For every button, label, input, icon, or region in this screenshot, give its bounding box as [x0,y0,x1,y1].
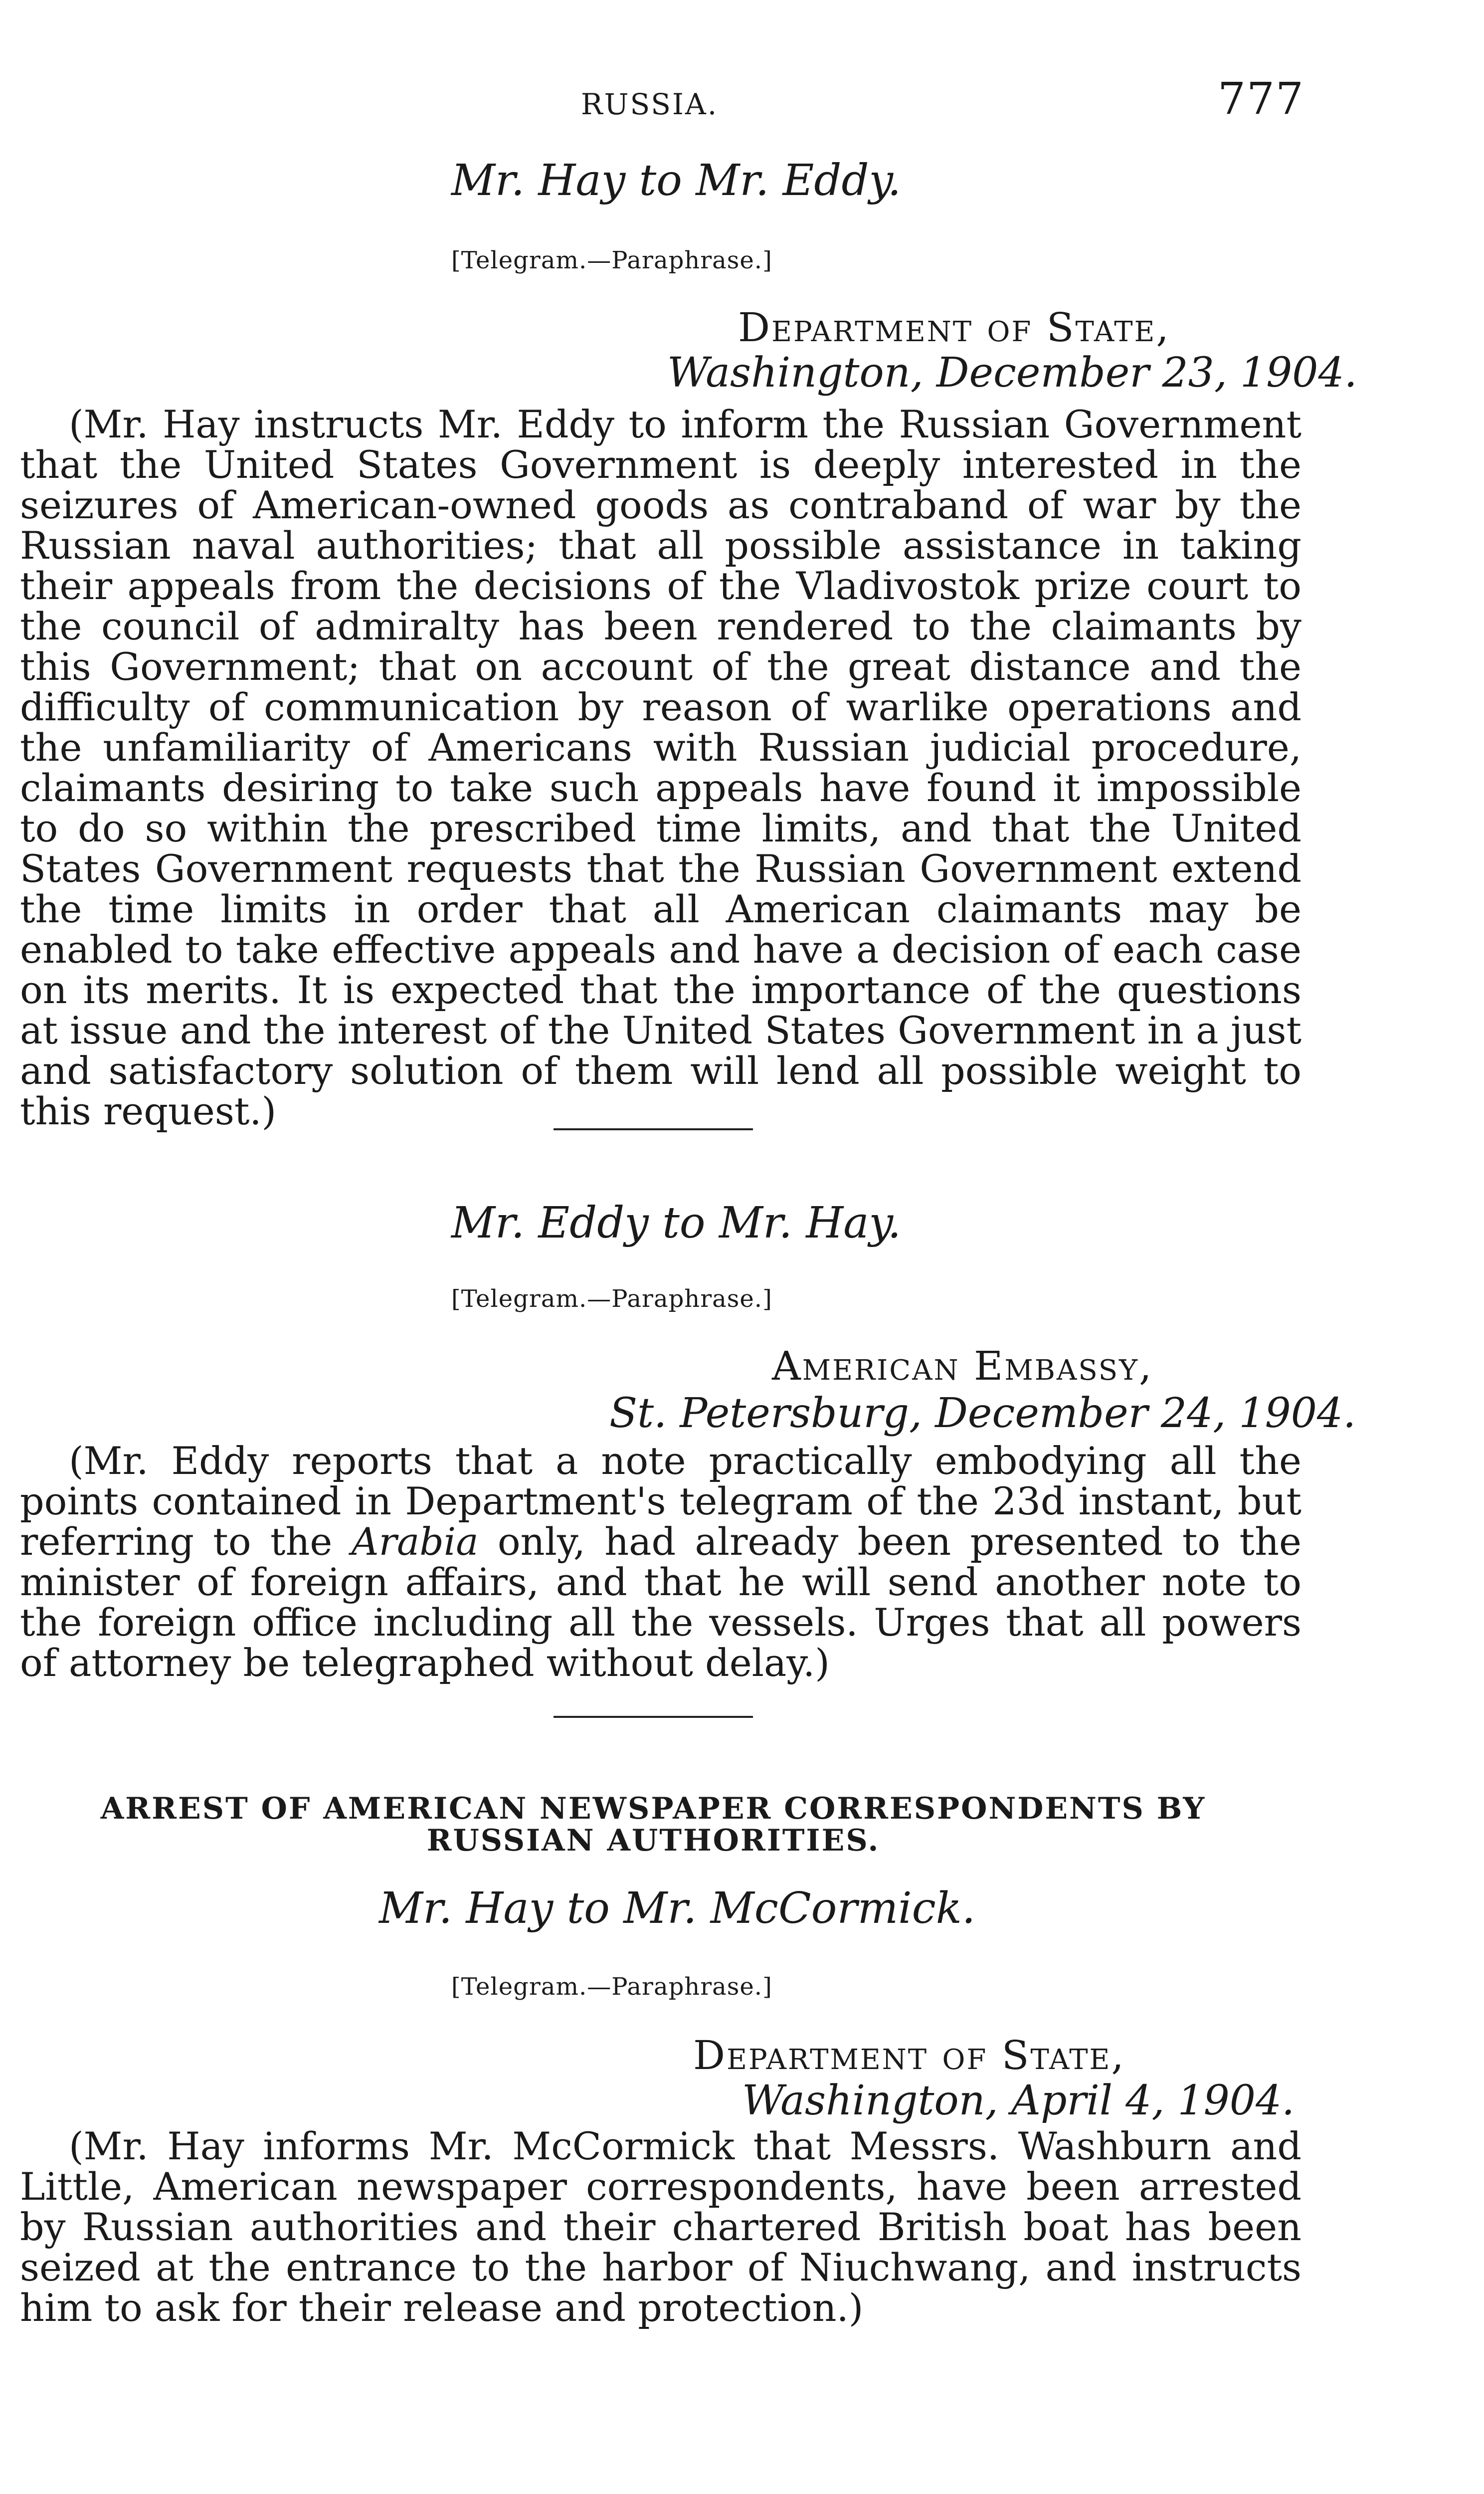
letter-1-dateline-place: Department of State, [738,304,1170,351]
letter-1-dateline-date: Washington, December 23, 1904. [667,349,1357,397]
letter-3-dateline-place: Department of State, [693,2032,1125,2078]
letter-3-telegram-note: [Telegram.—Paraphrase.] [451,1973,772,2001]
page-number: 777 [1218,73,1304,124]
separator-rule [554,1716,753,1718]
letter-2-dateline-date: St. Petersburg, December 24, 1904. [609,1390,1356,1437]
letter-1-title: Mr. Hay to Mr. Eddy. [451,156,902,206]
letter-2-body-text-2: only, had already been presented to the minister of foreign affairs, and that he will send another note to the foreign office including all the vessels. Urges that all powers of attorney be telegraphed without delay.) [20,1519,1301,1685]
letter-1-telegram-note: [Telegram.—Paraphrase.] [451,246,772,274]
section-heading [10,1793,1297,1857]
letter-3-dateline-date: Washington, April 4, 1904. [742,2077,1295,2124]
letter-2-dateline-place: American Embassy, [772,1343,1153,1389]
letter-1-body: (Mr. Hay instructs Mr. Eddy to inform the Russian Government that the United States Government is deeply interested in the seizures of American-owned goods as contraband of war by the Russian naval authorities; that all possible assistance in taking their appeals from the decisions of the Vladivostok prize court to the council of admiralty has been rendered to the claimants by this Government; that on account of the great distance and the difficulty of communication by reason of warlike operations and the unfamiliarity of Americans with Russian judicial procedure, claimants desiring to take such appeals have found it impossible to do so within the prescribed time limits, and that the United States Government requests that the Russian Government extend the time limits in order that all American claimants may be enabled to take effective appeals and have a decision of each case on its merits. It is expected that the importance of the questions at issue and the interest of the United States Government in a just and satisfactory solution of them will lend all possible weight to this request.) [20,402,1301,1133]
section-heading-line-2: RUSSIAN AUTHORITIES. [426,1823,880,1858]
letter-3-title: Mr. Hay to Mr. McCormick. [379,1883,976,1933]
letter-2-body-text-1: (Mr. Eddy reports that a note practically embodying all the points contained in Department's telegram of the 23d instant, but referring to the [20,1439,1301,1564]
running-head: RUSSIA. [581,87,719,121]
letter-2-body [20,1441,1301,1683]
letter-2-title: Mr. Eddy to Mr. Hay. [451,1198,902,1248]
letter-2-telegram-note: [Telegram.—Paraphrase.] [451,1285,772,1313]
separator-rule [554,1128,753,1130]
letter-2-body-ship-name: Arabia [351,1519,479,1564]
letter-3-body: (Mr. Hay informs Mr. McCormick that Messrs. Washburn and Little, American newspaper correspondents, have been arrested by Russian authorities and their chartered British boat has been seized at the entrance to the harbor of Niuchwang, and instructs him to ask for their release and protection.) [20,2124,1301,2330]
section-heading-line-1: ARREST OF AMERICAN NEWSPAPER CORRESPONDENTS BY [100,1791,1206,1826]
